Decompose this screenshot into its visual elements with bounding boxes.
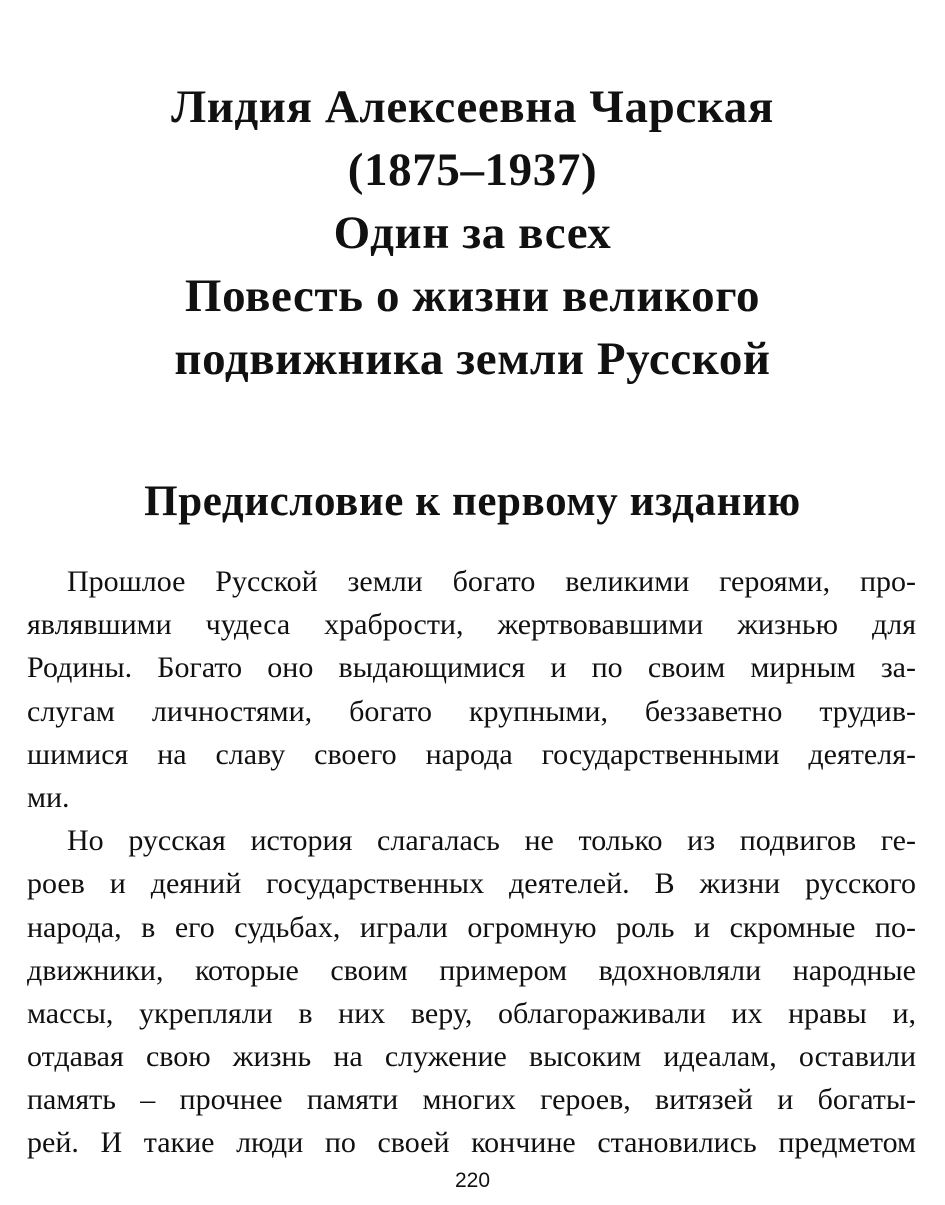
text-line: ми. [27, 780, 70, 814]
page-number: 220 [454, 1169, 491, 1192]
section-heading: Предисловие к первому изданию [144, 478, 801, 525]
text-line: память – прочнее памяти многих героев, витязей и богаты- [27, 1083, 916, 1117]
author-years: (1875–1937) [347, 144, 598, 196]
work-subtitle-line-1: Повесть о жизни великого [184, 270, 761, 322]
text-line: являвшими чудеса храбрости, жертвовавшими жизнью для [27, 608, 916, 642]
work-subtitle-line-2: подвижника земли Русской [174, 333, 771, 385]
text-line: Прошлое Русской земли богато великими героями, про- [67, 565, 916, 598]
text-line: народа, в его судьбах, играли огромную роль и скромные по- [27, 910, 916, 944]
body-text [27, 560, 916, 1165]
text-line: слугам личностями, богато крупными, беззаветно трудив- [27, 694, 916, 728]
text-line: рей. И такие люди по своей кончине становились предметом [27, 1126, 916, 1160]
text-line: Но русская история слагалась не только из подвигов ге- [67, 824, 916, 858]
text-line: Родины. Богато оно выдающимися и по своим мирным за- [27, 651, 916, 685]
text-line: отдавая свою жизнь на служение высоким идеалам, оставили [27, 1040, 916, 1074]
text-line: движники, которые своим примером вдохновляли народные [27, 953, 916, 987]
paragraph-2 [27, 819, 916, 1165]
text-line: шимися на славу своего народа государственными деятеля- [27, 737, 916, 771]
work-title: Один за всех [333, 207, 612, 259]
book-title [20, 76, 925, 391]
text-line: массы, укрепляли в них веру, облагораживали их нравы и, [27, 996, 916, 1030]
text-line: роев и деяний государственных деятелей. В жизни русского [27, 867, 916, 901]
author-name: Лидия Алексеевна Чарская [171, 81, 774, 133]
paragraph-1 [27, 560, 916, 819]
